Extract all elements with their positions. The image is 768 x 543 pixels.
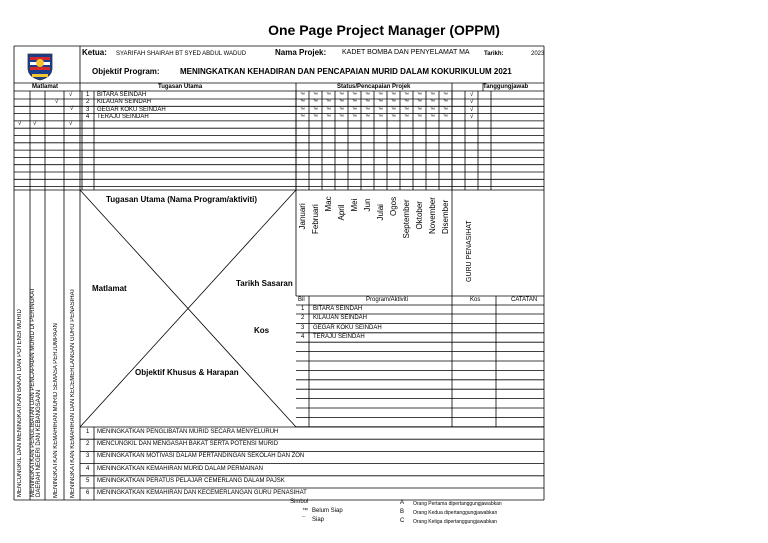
status-mark: ™ <box>417 92 422 98</box>
status-mark: ™ <box>365 99 370 106</box>
status-mark: ™ <box>313 106 318 113</box>
objective-text: MENCUNGKIL DAN MENGASAH BAKAT SERTA POTENSI MURID <box>97 441 279 448</box>
objective-no: 4 <box>86 465 90 472</box>
status-mark: ™ <box>300 106 305 113</box>
month-label: November <box>428 197 437 234</box>
status-mark: ™ <box>365 92 370 98</box>
program-no: 2 <box>301 315 305 322</box>
status-mark: ™ <box>352 113 357 120</box>
status-mark: ™ <box>352 99 357 106</box>
objective-no: 6 <box>86 490 90 496</box>
status-mark: ™ <box>339 92 344 98</box>
center-tarikh-label: Tarikh Sasaran <box>236 279 293 288</box>
ketua-value: SYARIFAH SHAIRAH BT SYED ABDUL WADUD <box>116 51 247 57</box>
status-mark: ™ <box>417 113 422 120</box>
status-mark: ™ <box>300 92 305 98</box>
month-label: Mac <box>324 196 333 212</box>
legend-b: B <box>400 509 405 515</box>
legend-belum-symbol: ™ <box>302 508 308 514</box>
responsible-vertical: GURU PENASIHAT <box>466 220 473 282</box>
ketua-label: Ketua: <box>82 48 107 57</box>
projek-value: KADET BOMBA DAN PENYELAMAT MA <box>342 49 470 56</box>
catatan-heading: CATATAN <box>511 297 538 303</box>
program-name: BITARA SEINDAH <box>313 306 363 312</box>
task-no: 4 <box>86 113 90 120</box>
status-mark: ™ <box>430 99 435 106</box>
program-name: GEGAR KOKU SEINDAH <box>313 324 382 331</box>
objective-no: 2 <box>86 441 90 448</box>
status-mark: ™ <box>430 113 435 120</box>
status-mark: ™ <box>313 92 318 98</box>
month-label: Jun <box>363 198 372 212</box>
goal-vertical-4: MENINGKATKAN KEMAHIRAN DAN KECEMERLANGAN GURU PENASIHAT <box>70 288 76 498</box>
objective-text: MENINGKATKAN KEMAHIRAN DAN KECEMERLANGAN GURU PENASIHAT <box>97 490 307 496</box>
month-label: Disember <box>441 199 450 234</box>
legend-b-text: Orang Kedua dipertanggungjawabkan <box>413 510 498 516</box>
status-mark: ™ <box>404 106 409 113</box>
goal-vertical-3: MENINGKATKAN KEMAHIRAN MURID SEMASA PERJUMPAAN <box>53 323 59 498</box>
task-no: 2 <box>86 99 90 106</box>
objective-no: 3 <box>86 453 90 460</box>
objective-text: MENINGKATKAN PENGLIBATAN MURID SECARA MENYELURUH <box>97 429 279 435</box>
status-mark: ™ <box>391 106 396 113</box>
responsible-check: √ <box>470 106 474 113</box>
status-mark: ™ <box>326 99 331 106</box>
projek-label: Nama Projek: <box>275 48 327 57</box>
status-heading: Status/Pencapaian Projek <box>337 84 411 90</box>
status-mark: ™ <box>404 92 409 98</box>
status-mark: ™ <box>378 106 383 113</box>
objective-text: MENINGKATKAN MOTIVASI DALAM PERTANDINGAN SEKOLAH DAN ZON <box>97 453 305 460</box>
program-no: 1 <box>301 306 305 312</box>
matlamat-check: √ <box>55 99 59 105</box>
status-mark: ™ <box>378 92 383 98</box>
matlamat-heading: Matlamat <box>32 84 59 90</box>
matlamat-check: √ <box>70 106 74 112</box>
status-mark: ™ <box>443 92 448 98</box>
status-mark: ™ <box>417 106 422 113</box>
center-objektif-label: Objektif Khusus & Harapan <box>135 368 239 377</box>
goal-vertical-1: MENCUNGKIL DAN MENINGKATKAN BAKAT DAN POTENSI MURID <box>17 309 23 497</box>
month-label: September <box>402 199 411 239</box>
status-mark: ™ <box>365 106 370 113</box>
status-mark: ™ <box>391 99 396 106</box>
responsible-check: √ <box>470 99 474 106</box>
matlamat-check: √ <box>69 92 73 98</box>
status-mark: ™ <box>391 113 396 120</box>
status-mark: ™ <box>443 106 448 113</box>
status-mark: ™ <box>313 99 318 106</box>
month-label: Mei <box>350 198 359 212</box>
status-mark: ™ <box>378 99 383 106</box>
status-mark: ™ <box>391 92 396 98</box>
month-label: April <box>337 204 346 221</box>
status-mark: ™ <box>339 106 344 113</box>
tugasan-heading: Tugasan Utama <box>158 84 203 90</box>
month-label: Julai <box>376 204 385 221</box>
objektif-value: MENINGKATKAN KEHADIRAN DAN PENCAPAIAN MURID DALAM KOKURIKULUM 2021 <box>180 67 512 76</box>
program-no: 4 <box>301 334 305 341</box>
center-matlamat-label: Matlamat <box>92 284 127 293</box>
program-heading: Program/Aktiviti <box>366 297 409 303</box>
task-no: 1 <box>86 92 90 98</box>
status-mark: ™ <box>326 113 331 120</box>
status-mark: ™ <box>417 99 422 106</box>
status-mark: ™ <box>365 113 370 120</box>
objective-no: 1 <box>86 429 90 435</box>
status-mark: ™ <box>430 92 435 98</box>
status-mark: ™ <box>443 113 448 120</box>
task-no: 3 <box>86 106 90 113</box>
status-mark: ™ <box>404 99 409 106</box>
status-mark: ™ <box>378 113 383 120</box>
task-name: GEGAR KOKU SEINDAH <box>97 106 166 113</box>
center-kos-label: Kos <box>254 326 270 335</box>
task-name: TERAJU SEINDAH <box>97 113 149 120</box>
status-mark: ™ <box>300 113 305 120</box>
program-no: 3 <box>301 324 305 331</box>
page-title: One Page Project Manager (OPPM) <box>268 22 500 38</box>
status-mark: ™ <box>339 99 344 106</box>
objective-text: MENINGKATKAN PERATUS PELAJAR CEMERLANG DALAM PAJSK <box>97 477 285 484</box>
responsible-check: √ <box>470 113 474 120</box>
status-mark: ™ <box>326 92 331 98</box>
status-mark: ™ <box>352 92 357 98</box>
legend-a-text: Orang Pertama dipertanggungjawabkan <box>413 501 502 507</box>
month-label: Ogos <box>389 196 398 216</box>
status-mark: ™ <box>430 106 435 113</box>
task-name: KILAUAN SEINDAH <box>97 99 152 106</box>
legend-simbol: Simbol <box>290 499 309 505</box>
legend-belum: Belum Siap <box>312 508 343 514</box>
bil-heading: Bil <box>298 297 305 303</box>
matlamat-check: √ <box>33 121 37 127</box>
legend-c: C <box>400 518 405 524</box>
status-mark: ™ <box>300 99 305 106</box>
status-mark: ™ <box>313 113 318 120</box>
month-label: Oktober <box>415 201 424 230</box>
task-name: BITARA SEINDAH <box>97 92 147 98</box>
status-mark: ™ <box>339 113 344 120</box>
month-label: Januari <box>298 203 307 230</box>
matlamat-check: √ <box>18 121 22 127</box>
tanggungjawab-heading: Tanggungjawab <box>483 84 529 90</box>
tarikh-label: Tarikh: <box>484 51 504 57</box>
objektif-label: Objektif Program: <box>92 67 160 76</box>
responsible-check: √ <box>470 92 474 98</box>
objective-text: MENINGKATKAN KEMAHIRAN MURID DALAM PERMAINAN <box>97 465 263 472</box>
goal-vertical-2: MENINGKATKAN PENGLIBATAN DAN PENCAPAIAN MURID DI PERINGKAT DAERAH NEGERI DAN KEBANGSAAN <box>30 287 42 497</box>
status-mark: ™ <box>443 99 448 106</box>
month-label: Februari <box>311 204 320 234</box>
legend-siap-symbol: ¯ <box>302 517 306 523</box>
tarikh-value: 2023 <box>531 51 545 57</box>
legend-c-text: Orang Ketiga dipertanggungjawabkan <box>413 519 497 525</box>
kos-heading: Kos <box>470 297 481 303</box>
program-name: KILAUAN SEINDAH <box>313 315 368 322</box>
legend-siap: Siap <box>312 517 325 523</box>
matlamat-check: √ <box>69 121 73 127</box>
status-mark: ™ <box>404 113 409 120</box>
program-name: TERAJU SEINDAH <box>313 334 365 341</box>
status-mark: ™ <box>352 106 357 113</box>
objective-no: 5 <box>86 477 90 484</box>
status-mark: ™ <box>326 106 331 113</box>
legend-a: A <box>400 500 405 506</box>
center-tugasan-label: Tugasan Utama (Nama Program/aktiviti) <box>106 195 258 204</box>
